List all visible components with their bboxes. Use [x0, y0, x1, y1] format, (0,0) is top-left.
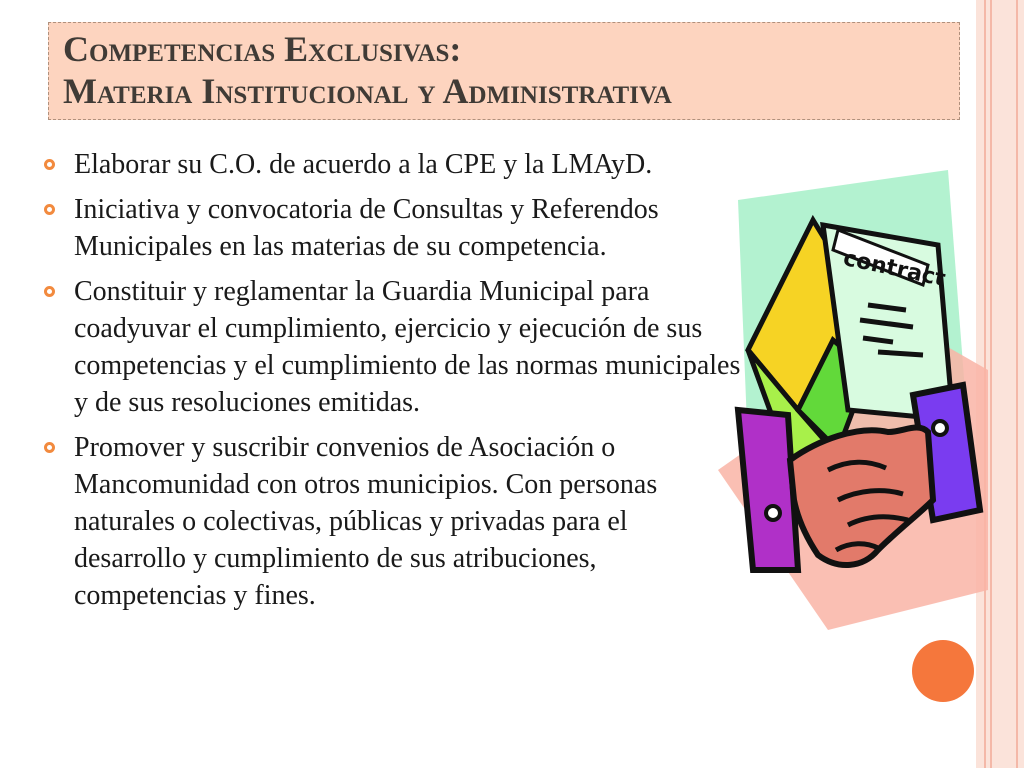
bullet-ring-icon: [44, 286, 55, 297]
slide-title-line-1: Competencias Exclusivas:: [63, 29, 462, 69]
bullet-text: Constituir y reglamentar la Guardia Municipal para coadyuvar el cumplimiento, ejercicio y ejecución de sus competencias y el cumplimiento de las normas municipales y de sus resoluciones emitidas.: [74, 276, 741, 418]
bullet-ring-icon: [44, 442, 55, 453]
contract-handshake-clipart-icon: [718, 170, 988, 630]
bullet-item: [44, 273, 744, 421]
decorative-orange-circle: [912, 640, 974, 702]
bullet-ring-icon: [44, 204, 55, 215]
bullet-list: [44, 146, 744, 622]
clipart-contract-label: contract: [841, 245, 948, 292]
bullet-item: [44, 146, 744, 183]
bullet-text: Iniciativa y convocatoria de Consultas y Referendos Municipales en las materias de su competencia.: [74, 194, 659, 262]
stripe-line: [990, 0, 992, 768]
title-box: [48, 22, 960, 120]
bullet-text: Elaborar su C.O. de acuerdo a la CPE y la LMAyD.: [74, 149, 653, 180]
slide-title-line-2: Materia Institucional y Administrativa: [63, 71, 672, 111]
bullet-item: [44, 429, 744, 614]
bullet-item: [44, 191, 744, 265]
bullet-ring-icon: [44, 159, 55, 170]
stripe-line: [1016, 0, 1018, 768]
bullet-text: Promover y suscribir convenios de Asociación o Mancomunidad con otros municipios. Con personas naturales o colectivas, públicas y privadas para el desarrollo y cumplimiento de sus atribuciones, competencias y fines.: [74, 432, 658, 611]
